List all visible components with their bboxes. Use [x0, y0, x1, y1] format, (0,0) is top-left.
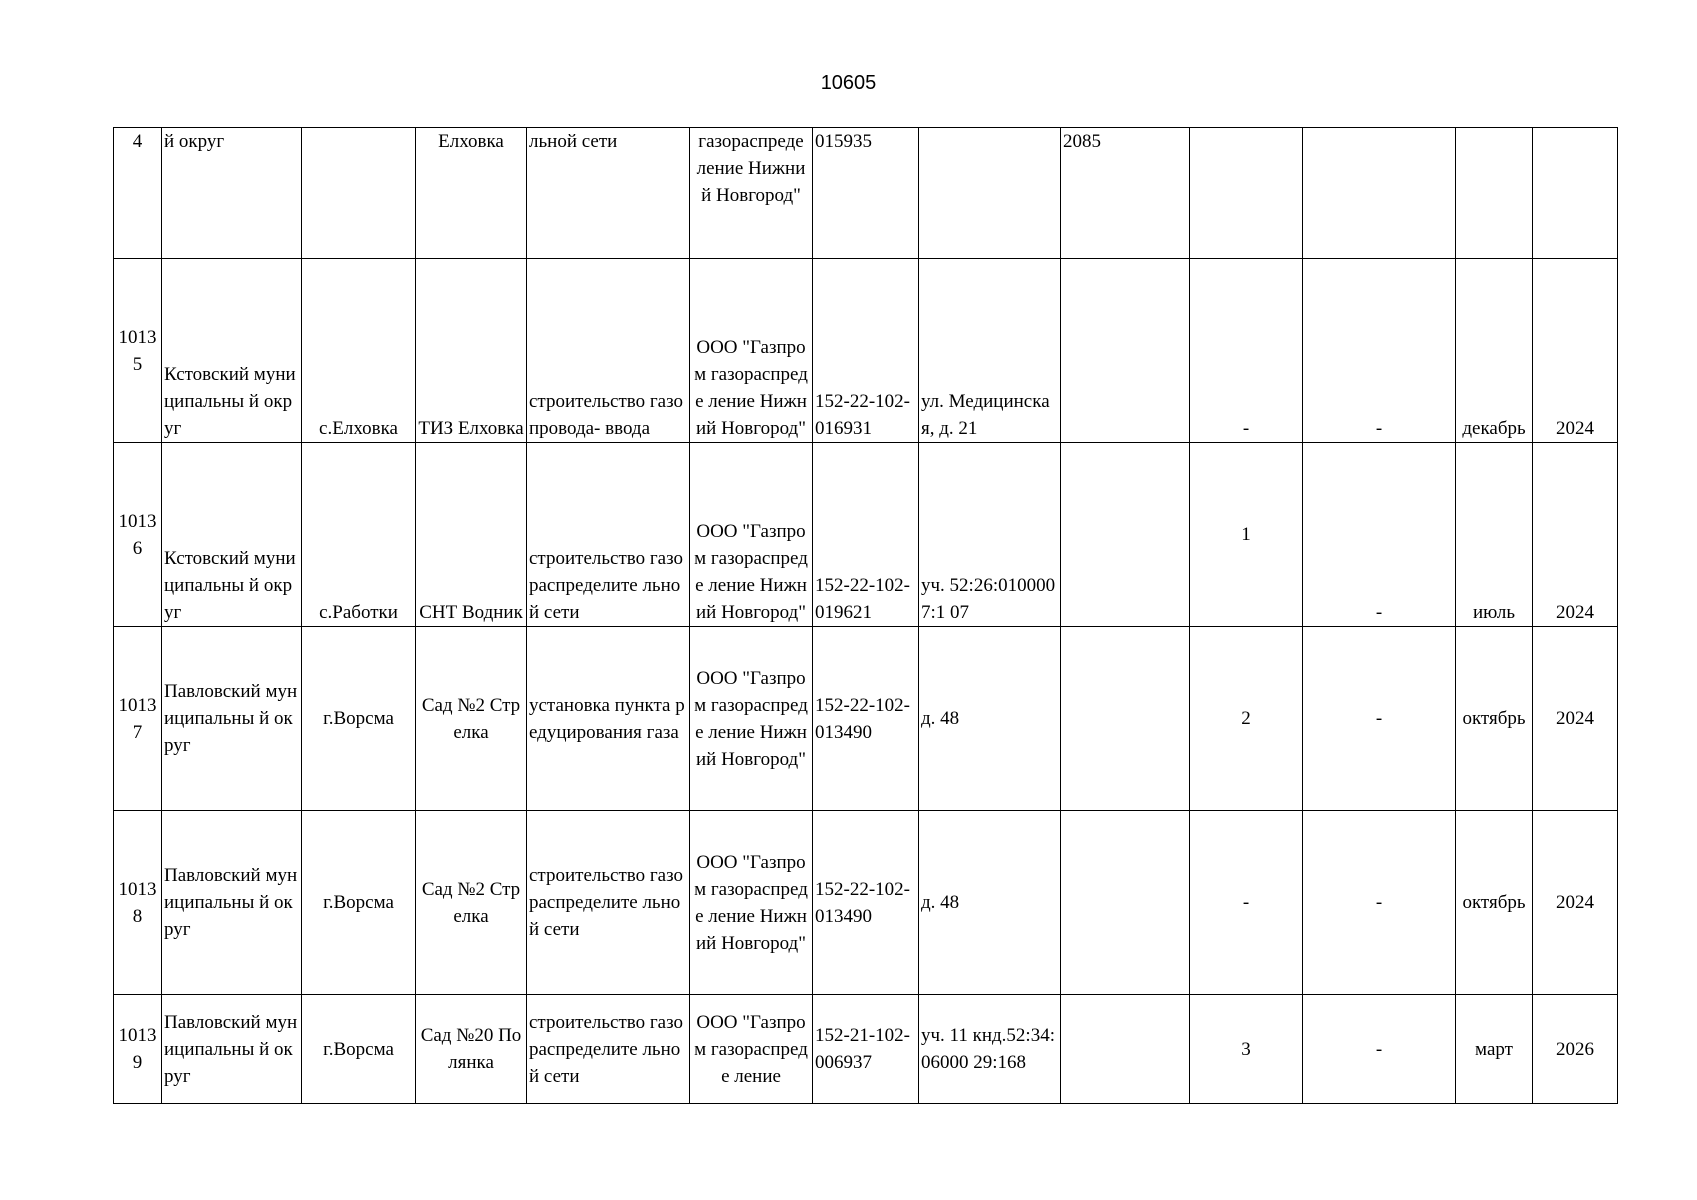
organization-cell: ООО "Газпром газораспреде ление Нижний Новгород" [690, 811, 813, 995]
work-type-cell: строительство газораспределите льной сети [527, 995, 690, 1104]
locality-cell: с.Елховка [302, 259, 416, 443]
locality-cell: г.Ворсма [302, 627, 416, 811]
col10-cell: 1 [1190, 443, 1303, 627]
object-cell: СНТ Водник [416, 443, 527, 627]
col10-cell [1190, 128, 1303, 259]
address-cell: д. 48 [919, 627, 1061, 811]
month-cell: октябрь [1456, 811, 1533, 995]
work-type-cell: строительство газопровода- ввода [527, 259, 690, 443]
code-cell: 152-22-102- 019621 [813, 443, 919, 627]
object-cell: Елховка [416, 128, 527, 259]
month-cell: март [1456, 995, 1533, 1104]
code-cell: 152-22-102- 013490 [813, 811, 919, 995]
col11-cell: - [1303, 627, 1456, 811]
year-cell: 2026 [1533, 995, 1618, 1104]
code-cell: 152-22-102- 016931 [813, 259, 919, 443]
table-row [114, 259, 1618, 443]
work-type-cell: установка пункта редуцирования газа [527, 627, 690, 811]
month-cell: декабрь [1456, 259, 1533, 443]
col9-cell [1061, 443, 1190, 627]
data-table [113, 127, 1618, 1104]
address-cell: уч. 11 кнд.52:34:06000 29:168 [919, 995, 1061, 1104]
col9-cell [1061, 995, 1190, 1104]
district-cell: Кстовский муниципальны й округ [162, 259, 302, 443]
row-number: 10137 [114, 627, 162, 811]
district-cell: Павловский муниципальны й округ [162, 995, 302, 1104]
year-cell [1533, 128, 1618, 259]
year-cell: 2024 [1533, 443, 1618, 627]
row-number: 10139 [114, 995, 162, 1104]
district-cell: Павловский муниципальны й округ [162, 627, 302, 811]
col11-cell: - [1303, 995, 1456, 1104]
work-type-cell: строительство газораспределите льной сети [527, 443, 690, 627]
col9-cell [1061, 627, 1190, 811]
object-cell: Сад №2 Стрелка [416, 811, 527, 995]
col10-cell: - [1190, 259, 1303, 443]
address-cell: ул. Медицинская, д. 21 [919, 259, 1061, 443]
table-row [114, 811, 1618, 995]
row-number: 4 [114, 128, 162, 259]
row-number: 10138 [114, 811, 162, 995]
locality-cell: г.Ворсма [302, 995, 416, 1104]
work-type-cell: строительство газораспределите льной сети [527, 811, 690, 995]
object-cell: Сад №2 Стрелка [416, 627, 527, 811]
organization-cell: ООО "Газпром газораспреде ление Нижний Новгород" [690, 443, 813, 627]
col9-cell [1061, 811, 1190, 995]
locality-cell: с.Работки [302, 443, 416, 627]
organization-cell: ООО "Газпром газораспреде ление Нижний Новгород" [690, 259, 813, 443]
col10-cell: 2 [1190, 627, 1303, 811]
locality-cell [302, 128, 416, 259]
month-cell: июль [1456, 443, 1533, 627]
table-row [114, 995, 1618, 1104]
district-cell: Кстовский муниципальны й округ [162, 443, 302, 627]
col10-cell: - [1190, 811, 1303, 995]
district-cell: Павловский муниципальны й округ [162, 811, 302, 995]
col11-cell: - [1303, 259, 1456, 443]
col10-cell: 3 [1190, 995, 1303, 1104]
year-cell: 2024 [1533, 627, 1618, 811]
locality-cell: г.Ворсма [302, 811, 416, 995]
code-cell: 015935 [813, 128, 919, 259]
row-number: 10136 [114, 443, 162, 627]
code-cell: 152-22-102- 013490 [813, 627, 919, 811]
year-cell: 2024 [1533, 259, 1618, 443]
district-cell: й округ [162, 128, 302, 259]
object-cell: ТИЗ Елховка [416, 259, 527, 443]
month-cell: октябрь [1456, 627, 1533, 811]
month-cell [1456, 128, 1533, 259]
organization-cell: газораспреде ление Нижний Новгород" [690, 128, 813, 259]
table-row [114, 627, 1618, 811]
object-cell: Сад №20 Полянка [416, 995, 527, 1104]
col11-cell: - [1303, 811, 1456, 995]
table-row [114, 443, 1618, 627]
address-cell [919, 128, 1061, 259]
page-number: 10605 [820, 72, 877, 94]
organization-cell: ООО "Газпром газораспреде ление [690, 995, 813, 1104]
table-row [114, 128, 1618, 259]
work-type-cell: льной сети [527, 128, 690, 259]
col11-cell [1303, 128, 1456, 259]
code-cell: 152-21-102- 006937 [813, 995, 919, 1104]
address-cell: д. 48 [919, 811, 1061, 995]
address-cell: уч. 52:26:0100007:1 07 [919, 443, 1061, 627]
col9-cell [1061, 259, 1190, 443]
year-cell: 2024 [1533, 811, 1618, 995]
organization-cell: ООО "Газпром газораспреде ление Нижний Новгород" [690, 627, 813, 811]
col11-cell: - [1303, 443, 1456, 627]
col9-cell: 2085 [1061, 128, 1190, 259]
row-number: 10135 [114, 259, 162, 443]
